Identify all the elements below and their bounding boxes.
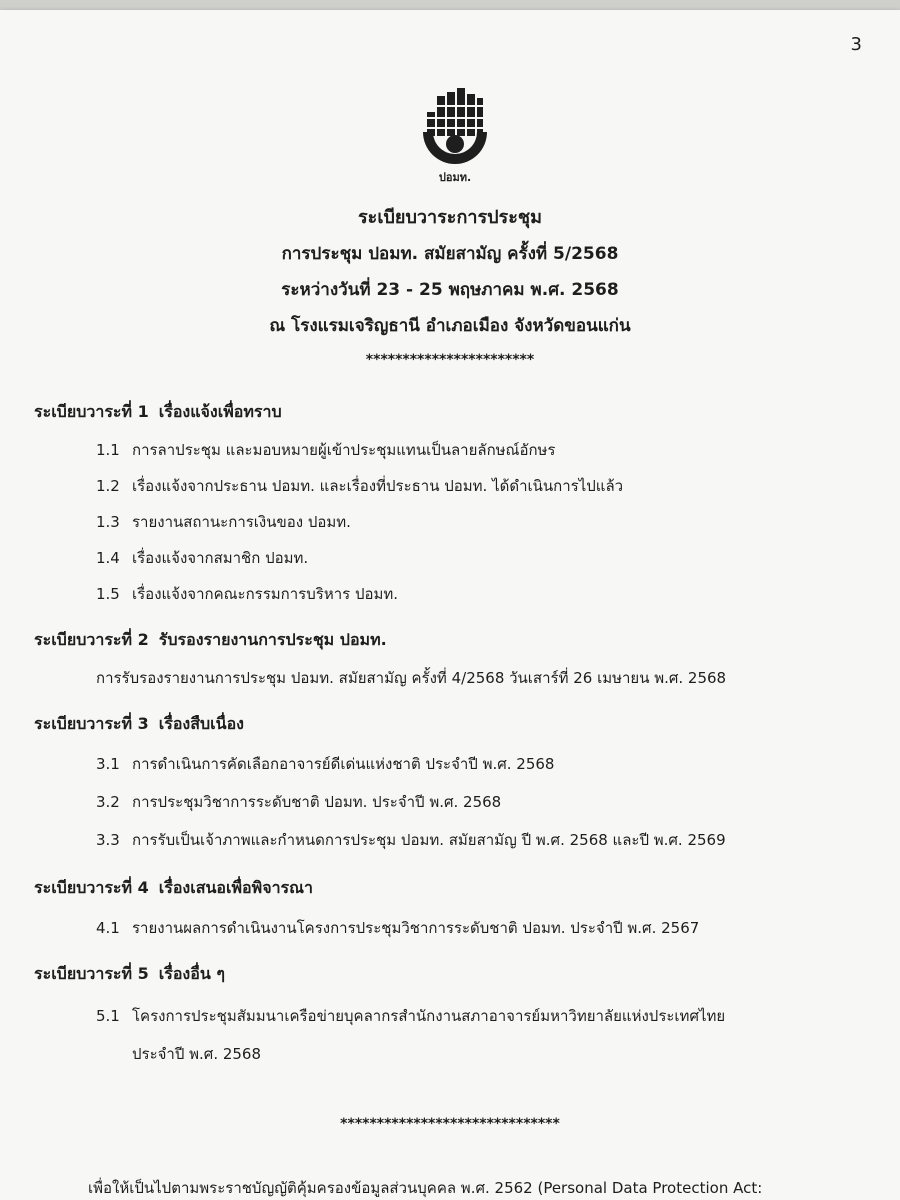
agenda-3-label: ระเบียบวาระที่ 3 [34,714,149,733]
agenda-item-1-3 [96,510,351,534]
agenda-item-4-1 [96,916,699,940]
item-number: 5.1 [96,1007,120,1025]
meeting-dates: ระหว่างวันที่ 23 - 25 พฤษภาคม พ.ศ. 2568 [281,280,619,300]
item-number: 3.1 [96,755,120,773]
agenda-4-label: ระเบียบวาระที่ 4 [34,878,149,897]
agenda-4-title: เรื่องเสนอเพื่อพิจารณา [158,878,313,897]
agenda-item-3-3 [96,828,726,852]
divider-bottom: ****************************** [340,1116,560,1132]
pdpa-notice: เพื่อให้เป็นไปตามพระราชบัญญัติคุ้มครองข้อมูลส่วนบุคคล พ.ศ. 2562 (Personal Data Protection Act: [88,1179,763,1197]
agenda-3-heading [34,712,244,737]
agenda-item-3-1 [96,752,554,776]
agenda-title: ระเบียบวาระการประชุม [358,207,542,228]
item-number: 4.1 [96,919,120,937]
agenda-item-3-2 [96,790,501,814]
item-text: เรื่องแจ้งจากสมาชิก ปอมท. [132,549,309,567]
agenda-3-title: เรื่องสืบเนื่อง [158,714,244,733]
item-text: เรื่องแจ้งจากประธาน ปอมท. และเรื่องที่ประธาน ปอมท. ได้ดำเนินการไปแล้ว [132,477,624,495]
item-text: เรื่องแจ้งจากคณะกรรมการบริหาร ปอมท. [132,585,399,603]
agenda-item-1-5 [96,582,398,606]
agenda-2-heading [34,628,387,653]
agenda-2-title: รับรองรายงานการประชุม ปอมท. [158,630,387,649]
top-paper-edge [0,0,900,10]
item-number: 1.1 [96,441,120,459]
agenda-item-5-1 [96,1004,725,1028]
item-text: การรับเป็นเจ้าภาพและกำหนดการประชุม ปอมท. สมัยสามัญ ปี พ.ศ. 2568 และปี พ.ศ. 2569 [132,831,726,849]
item-number: 1.3 [96,513,120,531]
agenda-item-5-1-continuation: ประจำปี พ.ศ. 2568 [132,1045,262,1063]
agenda-1-label: ระเบียบวาระที่ 1 [34,402,149,421]
agenda-2-label: ระเบียบวาระที่ 2 [34,630,149,649]
agenda-item-1-1 [96,438,556,462]
meeting-venue: ณ โรงแรมเจริญธานี อำเภอเมือง จังหวัดขอนแก่น [269,316,631,336]
item-text: การดำเนินการคัดเลือกอาจารย์ดีเด่นแห่งชาติ ประจำปี พ.ศ. 2568 [132,755,555,773]
agenda-1-title: เรื่องแจ้งเพื่อทราบ [158,402,282,421]
item-text: รายงานผลการดำเนินงานโครงการประชุมวิชาการระดับชาติ ปอมท. ประจำปี พ.ศ. 2567 [132,919,700,937]
agenda-item-1-4 [96,546,308,570]
item-number: 3.3 [96,831,120,849]
agenda-1-heading [34,400,282,425]
divider-top: *********************** [365,352,535,368]
item-number: 1.5 [96,585,120,603]
agenda-4-heading [34,876,313,901]
item-text: การลาประชุม และมอบหมายผู้เข้าประชุมแทนเป็นลายลักษณ์อักษร [132,441,556,459]
page-number: 3 [850,34,862,55]
agenda-5-heading [34,962,225,987]
meeting-name: การประชุม ปอมท. สมัยสามัญ ครั้งที่ 5/2568 [281,244,619,264]
item-number: 1.2 [96,477,120,495]
agenda-item-1-2 [96,474,623,498]
item-number: 3.2 [96,793,120,811]
item-number: 1.4 [96,549,120,567]
agenda-5-label: ระเบียบวาระที่ 5 [34,964,149,983]
document-header [0,200,900,344]
agenda-2-text: การรับรองรายงานการประชุม ปอมท. สมัยสามัญ ครั้งที่ 4/2568 วันเสาร์ที่ 26 เมษายน พ.ศ. 2568 [96,669,727,687]
logo-eye [446,135,464,153]
logo-caption: ปอมท. [438,171,472,184]
item-text: รายงานสถานะการเงินของ ปอมท. [132,513,351,531]
item-text: การประชุมวิชาการระดับชาติ ปอมท. ประจำปี พ.ศ. 2568 [132,793,502,811]
item-text: โครงการประชุมสัมมนาเครือข่ายบุคลากรสำนักงานสภาอาจารย์มหาวิทยาลัยแห่งประเทศไทย [132,1007,726,1025]
agenda-5-title: เรื่องอื่น ๆ [158,964,225,983]
